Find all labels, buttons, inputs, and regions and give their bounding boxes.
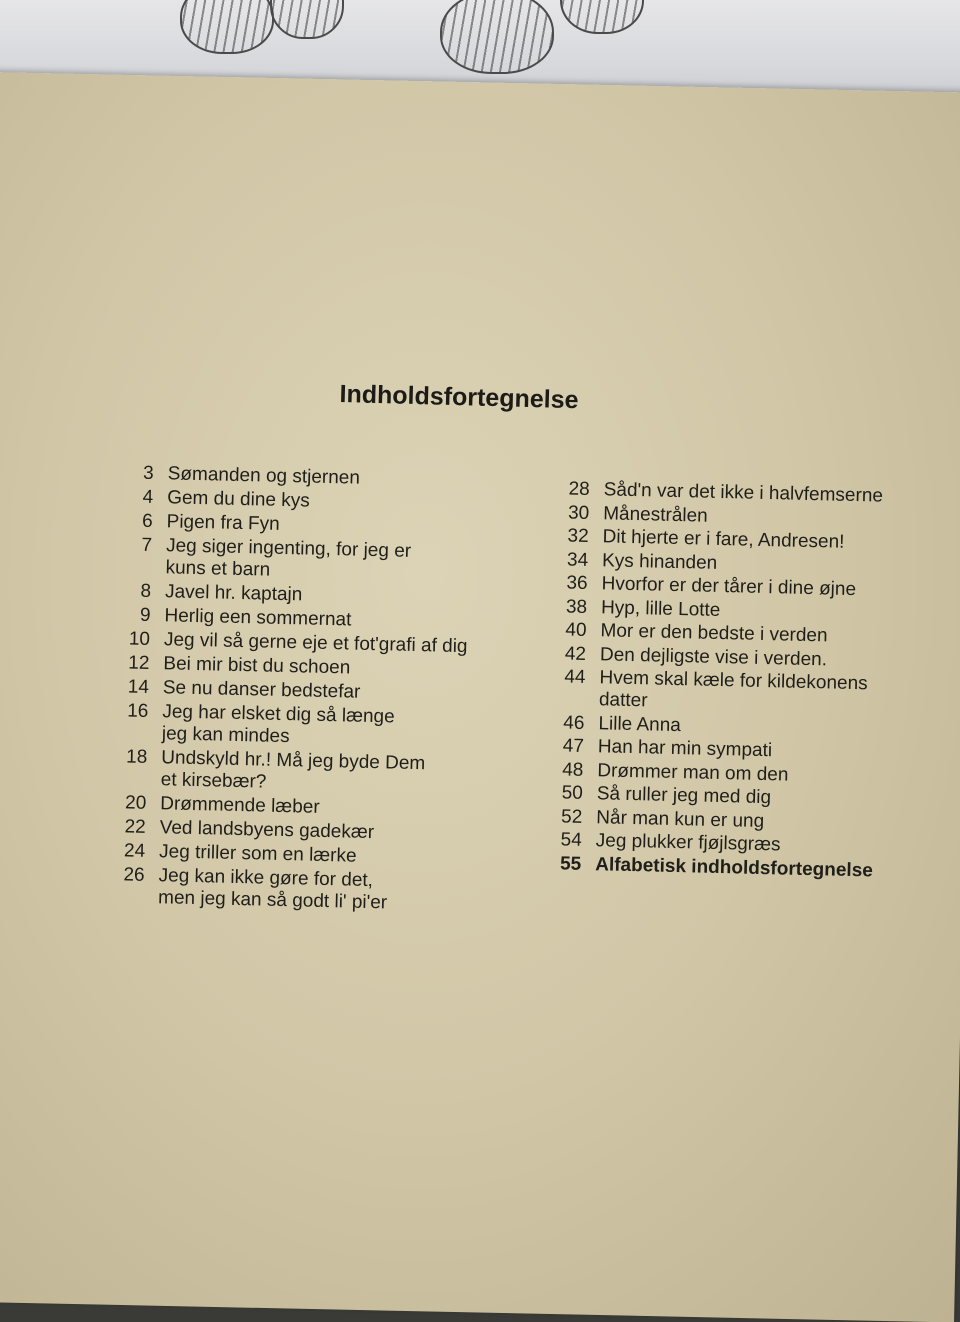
toc-page-number: 36 (566, 572, 588, 594)
toc-page-number: 48 (562, 758, 584, 781)
toc-title-line: Drømmende læber (160, 793, 320, 818)
toc-title (596, 807, 764, 833)
toc-page-number: 50 (561, 782, 584, 804)
toc-page-number: 52 (560, 805, 583, 828)
toc-page-number: 6 (141, 510, 153, 532)
toc-left-column (100, 462, 472, 918)
toc-title (163, 677, 361, 703)
toc-title-line: Jeg triller som en lærke (158, 841, 357, 867)
toc-title (161, 747, 426, 797)
toc-page-number: 7 (141, 534, 153, 556)
toc-entry (541, 666, 879, 718)
toc-title-line: datter (598, 689, 648, 712)
toc-title-line: Han har min sympati (597, 736, 773, 762)
toc-title (160, 793, 320, 819)
toc-title-line: Dit hjerte er i fare, Andresen! (602, 526, 845, 553)
toc-entry (103, 746, 465, 798)
toc-title-line: Jeg vil så gerne eje et fot'grafi af dig (163, 629, 468, 658)
toc-title (597, 760, 789, 786)
toc-entry (100, 864, 462, 916)
toc-page-number: 18 (125, 746, 148, 768)
toc-title (166, 511, 279, 536)
toc-title (595, 854, 873, 882)
toc-title (165, 581, 303, 606)
toc-title (602, 550, 718, 575)
toc-title (599, 667, 868, 717)
toc-title (601, 597, 721, 622)
toc-page-number: 9 (139, 604, 151, 626)
toc-page-number: 14 (127, 676, 150, 698)
toc-page-number: 8 (140, 580, 152, 602)
toc-title (600, 620, 828, 647)
toc-page-number: 54 (560, 829, 583, 851)
page-title: Indholdsfortegnelse (339, 380, 579, 415)
shell-pattern-icon (560, 0, 644, 34)
toc-title-line: et kirsebær? (160, 769, 267, 793)
toc-title-line: men jeg kan så godt li' pi'er (157, 887, 388, 914)
toc-title (596, 830, 781, 856)
toc-title-line: Alfabetisk indholdsfortegnelse (595, 853, 874, 882)
toc-title-line: Drømmer man om den (597, 759, 789, 786)
toc-title (600, 644, 828, 671)
toc-title (159, 841, 357, 867)
toc-page-number: 44 (564, 666, 586, 688)
toc-title-line: Mor er den bedste i verden (600, 620, 828, 647)
toc-title-line: Hvorfor er der tårer i dine øjne (601, 573, 857, 601)
toc-title-line: Jeg plukker fjøjlsgræs (595, 830, 781, 856)
toc-title (167, 487, 310, 512)
toc-page-number: 12 (128, 652, 150, 674)
toc-title-line: Jeg har elsket dig så længe (162, 701, 395, 728)
toc-title-line: Herlig een sommernat (164, 605, 352, 631)
toc-title (597, 783, 772, 809)
toc-title-line: Den dejligste vise i verden. (599, 643, 828, 670)
toc-entry (107, 534, 469, 586)
toc-title (598, 713, 681, 737)
shell-pattern-icon (270, 0, 344, 39)
toc-title (165, 535, 411, 585)
toc-page-number: 4 (142, 486, 154, 508)
toc-page-number: 55 (559, 852, 582, 875)
toc-page-number: 10 (128, 628, 151, 650)
toc-title (162, 701, 395, 750)
toc-title-line: Pigen fra Fyn (166, 511, 280, 535)
toc-title-line: Månestrålen (602, 502, 708, 527)
toc-page-number: 26 (123, 864, 145, 886)
shell-pattern-icon (180, 0, 274, 54)
toc-page-number: 28 (568, 478, 590, 500)
toc-title-line: Se nu danser bedstefar (162, 677, 361, 703)
toc-title (603, 503, 708, 527)
toc-title-line: Når man kun er ung (596, 806, 765, 832)
toc-title-line: Så ruller jeg med dig (596, 783, 772, 809)
toc-title-line: Ved landsbyens gadekær (159, 817, 375, 844)
toc-title-line: Gem du dine kys (166, 487, 310, 512)
toc-title (158, 865, 388, 914)
toc-title-line: jeg kan mindes (161, 723, 290, 748)
toc-title-line: kuns et barn (165, 557, 271, 581)
toc-title-line: Javel hr. kaptajn (164, 581, 303, 606)
toc-title (598, 736, 773, 762)
toc-page-number: 32 (567, 525, 589, 547)
toc-page-number: 34 (566, 549, 589, 571)
toc-title-line: Bei mir bist du schoen (163, 653, 351, 679)
toc-title (163, 653, 350, 679)
toc-page-number: 38 (565, 595, 588, 618)
toc-title-line: Sømanden og stjernen (167, 463, 361, 489)
toc-title-line: Lille Anna (598, 712, 682, 736)
toc-page-number: 24 (123, 840, 146, 862)
toc-title-line: Hvem skal kæle for kildekonens (599, 667, 868, 695)
toc-entry (104, 700, 466, 752)
toc-title-line: Såd'n var det ikke i halvfemserne (603, 479, 884, 507)
toc-title-line: Undskyld hr.! Må jeg byde Dem (161, 747, 426, 775)
toc-page-number: 3 (142, 462, 154, 484)
toc-title-line: Jeg kan ikke gøre for det, (158, 865, 374, 892)
toc-page-number: 16 (126, 700, 149, 722)
toc-title-line: Jeg siger ingenting, for jeg er (165, 535, 412, 562)
toc-page-number: 22 (124, 816, 146, 838)
toc-title (164, 605, 351, 631)
toc-title-line: Kys hinanden (601, 549, 718, 574)
toc-page-number: 46 (563, 711, 585, 734)
toc-title (159, 817, 374, 844)
toc-right-column (537, 478, 883, 884)
toc-page-number: 47 (562, 735, 585, 757)
toc-page-number: 20 (124, 792, 147, 814)
shell-pattern-icon (440, 0, 554, 74)
toc-title (167, 463, 360, 489)
toc-title-line: Hyp, lille Lotte (600, 596, 721, 621)
toc-page-number: 40 (565, 619, 587, 641)
toc-page-number: 42 (564, 642, 587, 665)
toc-page-number: 30 (567, 502, 590, 524)
